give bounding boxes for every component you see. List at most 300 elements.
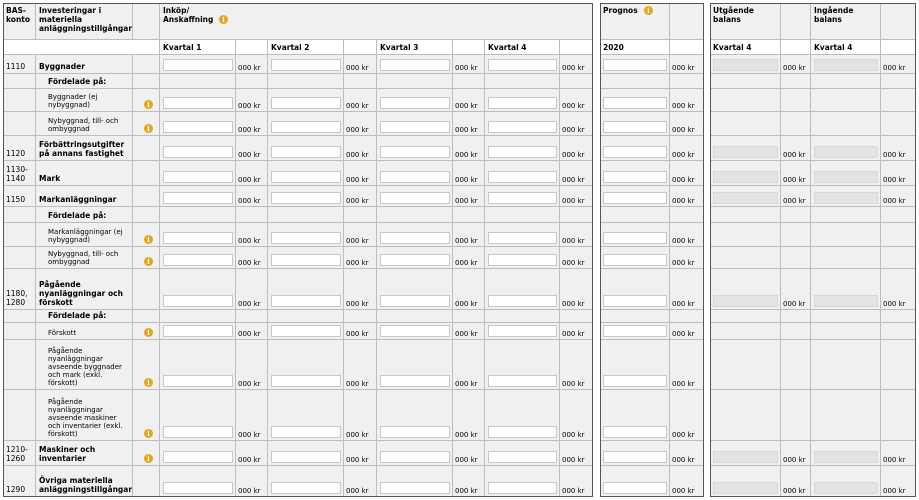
amount-input[interactable] <box>380 232 450 244</box>
value-cell <box>268 310 344 323</box>
row-label: Övriga materiella anläggningstillgångar <box>39 476 133 494</box>
amount-input[interactable] <box>163 451 233 463</box>
balance-unit-cell <box>881 74 916 89</box>
unit-label: 000 kr <box>346 102 369 110</box>
header-icon-col <box>133 3 160 40</box>
unit-label: 000 kr <box>783 151 806 159</box>
unit-label: 000 kr <box>672 300 695 308</box>
header-utgaende-unit <box>781 3 811 40</box>
konto-cell <box>3 269 36 310</box>
balance-value-cell <box>710 112 781 136</box>
unit-label: 000 kr <box>883 176 906 184</box>
balance-value-cell <box>811 310 881 323</box>
header-ingaende-unit <box>881 3 916 40</box>
header-inkop-label: Inköp/ Anskaffning <box>163 6 214 24</box>
row-label: Nybyggnad, till- och ombyggnad <box>48 117 119 133</box>
unit-label: 000 kr <box>238 330 261 338</box>
konto-cell <box>3 323 36 340</box>
unit-label: 000 kr <box>562 330 585 338</box>
amount-input[interactable] <box>271 254 341 266</box>
balance-value-cell <box>710 323 781 340</box>
amount-input[interactable] <box>163 295 233 307</box>
amount-input[interactable] <box>380 59 450 71</box>
header-kv4: Kvartal 4 <box>485 40 560 55</box>
amount-input[interactable] <box>488 59 557 71</box>
unit-label: 000 kr <box>238 380 261 388</box>
balance-unit-cell <box>881 340 916 390</box>
unit-label: 000 kr <box>346 330 369 338</box>
header2-left <box>3 40 160 55</box>
amount-input[interactable] <box>271 451 341 463</box>
amount-input[interactable] <box>380 451 450 463</box>
amount-input[interactable] <box>380 375 450 387</box>
amount-input[interactable] <box>271 97 341 109</box>
amount-input[interactable] <box>488 254 557 266</box>
unit-cell <box>560 74 593 89</box>
row-label: Mark <box>39 174 61 183</box>
amount-input[interactable] <box>603 232 667 244</box>
row-label-cell <box>36 441 133 466</box>
amount-input[interactable] <box>380 254 450 266</box>
balance-input <box>713 482 778 494</box>
unit-label: 000 kr <box>883 197 906 205</box>
row-info-icon[interactable]: i <box>144 454 153 463</box>
unit-cell <box>560 207 593 223</box>
row-info-icon[interactable]: i <box>144 328 153 337</box>
unit-label: 000 kr <box>883 456 906 464</box>
unit-label: 000 kr <box>672 151 695 159</box>
row-label-cell <box>36 161 133 186</box>
panel-border <box>600 3 704 4</box>
balance-input <box>713 451 778 463</box>
balance-input <box>814 295 878 307</box>
unit-label: 000 kr <box>455 197 478 205</box>
unit-label: 000 kr <box>672 487 695 495</box>
unit-label: 000 kr <box>883 300 906 308</box>
unit-label: 000 kr <box>346 126 369 134</box>
row-label-cell <box>36 74 133 89</box>
icon-cell <box>133 466 160 497</box>
panel-border <box>3 3 4 497</box>
panel-border <box>600 496 704 497</box>
row-info-icon[interactable]: i <box>144 429 153 438</box>
row-info-icon[interactable]: i <box>144 235 153 244</box>
unit-label: 000 kr <box>672 64 695 72</box>
balance-unit-cell <box>781 310 811 323</box>
unit-label: 000 kr <box>562 259 585 267</box>
konto-cell <box>3 186 36 207</box>
unit-label: 000 kr <box>346 176 369 184</box>
balance-value-cell <box>811 340 881 390</box>
row-info-icon[interactable]: i <box>144 257 153 266</box>
amount-input[interactable] <box>380 325 450 337</box>
balance-input <box>814 451 878 463</box>
unit-label: 000 kr <box>672 126 695 134</box>
unit-cell <box>453 310 485 323</box>
row-label: Fördelade på: <box>48 77 107 86</box>
amount-input[interactable] <box>603 325 667 337</box>
amount-input[interactable] <box>271 121 341 133</box>
konto-cell <box>3 55 36 74</box>
unit-label: 000 kr <box>883 64 906 72</box>
amount-input[interactable] <box>163 121 233 133</box>
row-label-cell <box>36 466 133 497</box>
unit-label: 000 kr <box>455 237 478 245</box>
amount-input[interactable] <box>380 121 450 133</box>
value-cell <box>600 310 670 323</box>
unit-label: 000 kr <box>562 300 585 308</box>
icon-cell <box>133 310 160 323</box>
konto-cell <box>3 223 36 247</box>
amount-input[interactable] <box>380 146 450 158</box>
balance-unit-cell <box>881 223 916 247</box>
amount-input[interactable] <box>380 482 450 494</box>
value-cell <box>268 207 344 223</box>
header-ingaende: Ingående balans <box>811 3 881 40</box>
row-label-cell <box>36 269 133 310</box>
unit-label: 000 kr <box>562 431 585 439</box>
unit-label: 000 kr <box>562 176 585 184</box>
unit-label: 000 kr <box>346 300 369 308</box>
balance-input <box>814 146 878 158</box>
value-cell <box>485 74 560 89</box>
konto-label: 1130-1140 <box>6 165 28 183</box>
header-utg-kv4: Kvartal 4 <box>710 40 781 55</box>
konto-label: 1180, 1280 <box>6 289 28 307</box>
header-kv3-unit <box>453 40 485 55</box>
unit-label: 000 kr <box>672 330 695 338</box>
panel-border <box>710 496 916 497</box>
amount-input[interactable] <box>163 482 233 494</box>
amount-input[interactable] <box>488 295 557 307</box>
panel-border <box>600 3 601 497</box>
row-label: Förskott <box>48 329 77 337</box>
unit-label: 000 kr <box>238 431 261 439</box>
balance-value-cell <box>811 112 881 136</box>
header-prognos: Prognos <box>600 3 670 40</box>
balance-value-cell <box>710 247 781 269</box>
row-label-cell <box>36 390 133 441</box>
value-cell <box>377 310 453 323</box>
amount-input[interactable] <box>271 482 341 494</box>
unit-cell <box>236 207 268 223</box>
unit-cell <box>236 74 268 89</box>
amount-input[interactable] <box>488 426 557 438</box>
row-label: Byggnader (ej nybyggnad) <box>48 93 98 109</box>
panel-border <box>592 3 593 497</box>
row-info-icon[interactable]: i <box>144 100 153 109</box>
panel-border <box>710 3 711 497</box>
amount-input[interactable] <box>271 375 341 387</box>
amount-input[interactable] <box>488 232 557 244</box>
amount-input[interactable] <box>163 426 233 438</box>
amount-input[interactable] <box>603 59 667 71</box>
header-kv2: Kvartal 2 <box>268 40 344 55</box>
amount-input[interactable] <box>163 59 233 71</box>
unit-label: 000 kr <box>783 456 806 464</box>
header-kv1: Kvartal 1 <box>160 40 236 55</box>
value-cell <box>600 207 670 223</box>
amount-input[interactable] <box>603 254 667 266</box>
unit-label: 000 kr <box>238 64 261 72</box>
amount-input[interactable] <box>271 59 341 71</box>
unit-label: 000 kr <box>562 151 585 159</box>
amount-input[interactable] <box>380 97 450 109</box>
unit-label: 000 kr <box>883 151 906 159</box>
amount-input[interactable] <box>603 121 667 133</box>
balance-unit-cell <box>881 89 916 112</box>
unit-cell <box>344 74 377 89</box>
balance-unit-cell <box>781 74 811 89</box>
row-label: Markanläggningar (ej nybyggnad) <box>48 228 123 244</box>
header-year-unit <box>670 40 704 55</box>
unit-label: 000 kr <box>455 259 478 267</box>
balance-value-cell <box>710 310 781 323</box>
konto-cell <box>3 466 36 497</box>
konto-label: 1290 <box>6 485 26 494</box>
amount-input[interactable] <box>488 121 557 133</box>
unit-cell <box>560 310 593 323</box>
unit-label: 000 kr <box>346 64 369 72</box>
konto-cell <box>3 207 36 223</box>
header-prognos-unit <box>670 3 704 40</box>
unit-label: 000 kr <box>346 380 369 388</box>
balance-unit-cell <box>781 89 811 112</box>
amount-input[interactable] <box>163 375 233 387</box>
row-label-cell <box>36 340 133 390</box>
amount-input[interactable] <box>603 375 667 387</box>
row-label-cell <box>36 223 133 247</box>
unit-label: 000 kr <box>562 456 585 464</box>
amount-input[interactable] <box>271 171 341 183</box>
unit-label: 000 kr <box>783 487 806 495</box>
balance-unit-cell <box>781 112 811 136</box>
value-cell <box>485 207 560 223</box>
header-kv2-unit <box>344 40 377 55</box>
konto-label: 1210-1260 <box>6 445 28 463</box>
konto-cell <box>3 340 36 390</box>
header-utg-unit <box>781 40 811 55</box>
unit-label: 000 kr <box>672 176 695 184</box>
investment-table <box>3 3 916 497</box>
amount-input[interactable] <box>163 232 233 244</box>
icon-cell <box>133 186 160 207</box>
row-info-icon[interactable]: i <box>144 378 153 387</box>
balance-input <box>814 171 878 183</box>
konto-label: 1150 <box>6 195 26 204</box>
row-label-cell <box>36 207 133 223</box>
konto-label: 1110 <box>6 62 26 71</box>
value-cell <box>377 207 453 223</box>
konto-cell <box>3 112 36 136</box>
row-label-cell <box>36 55 133 74</box>
konto-label: 1120 <box>6 149 26 158</box>
unit-label: 000 kr <box>238 487 261 495</box>
amount-input[interactable] <box>380 426 450 438</box>
konto-cell <box>3 74 36 89</box>
header-ing-unit <box>881 40 916 55</box>
unit-label: 000 kr <box>346 487 369 495</box>
row-info-icon[interactable]: i <box>144 124 153 133</box>
balance-value-cell <box>710 74 781 89</box>
balance-value-cell <box>710 223 781 247</box>
value-cell <box>160 74 236 89</box>
amount-input[interactable] <box>163 254 233 266</box>
konto-cell <box>3 136 36 161</box>
amount-input[interactable] <box>488 451 557 463</box>
balance-unit-cell <box>881 310 916 323</box>
balance-value-cell <box>710 89 781 112</box>
unit-label: 000 kr <box>672 259 695 267</box>
amount-input[interactable] <box>603 451 667 463</box>
balance-input <box>814 192 878 204</box>
amount-input[interactable] <box>271 325 341 337</box>
amount-input[interactable] <box>271 146 341 158</box>
row-label-cell <box>36 136 133 161</box>
konto-cell <box>3 441 36 466</box>
row-label: Markanläggningar <box>39 195 117 204</box>
unit-cell <box>344 310 377 323</box>
row-label: Förbättringsutgifter på annans fastighet <box>39 140 125 158</box>
row-label: Pågående nyanläggningar och förskott <box>39 280 123 307</box>
unit-label: 000 kr <box>455 330 478 338</box>
unit-label: 000 kr <box>562 126 585 134</box>
icon-cell <box>133 74 160 89</box>
amount-input[interactable] <box>488 97 557 109</box>
konto-cell <box>3 390 36 441</box>
unit-cell <box>453 74 485 89</box>
value-cell <box>485 310 560 323</box>
unit-cell <box>236 310 268 323</box>
amount-input[interactable] <box>603 171 667 183</box>
amount-input[interactable] <box>163 325 233 337</box>
row-label: Pågående nyanläggningar avseende byggnader och mark (exkl. förskott) <box>48 347 122 387</box>
unit-label: 000 kr <box>672 380 695 388</box>
prognos-info-icon[interactable]: i <box>644 6 653 15</box>
amount-input[interactable] <box>271 426 341 438</box>
row-label: Maskiner och inventarier <box>39 445 96 463</box>
unit-label: 000 kr <box>672 102 695 110</box>
unit-label: 000 kr <box>346 197 369 205</box>
amount-input[interactable] <box>488 375 557 387</box>
amount-input[interactable] <box>163 97 233 109</box>
konto-cell <box>3 89 36 112</box>
amount-input[interactable] <box>163 146 233 158</box>
amount-input[interactable] <box>163 171 233 183</box>
unit-label: 000 kr <box>346 456 369 464</box>
amount-input[interactable] <box>603 482 667 494</box>
amount-input[interactable] <box>163 192 233 204</box>
balance-unit-cell <box>781 390 811 441</box>
inkop-info-icon[interactable]: i <box>219 15 228 24</box>
panel-border <box>3 3 593 4</box>
header-kv3: Kvartal 3 <box>377 40 453 55</box>
balance-unit-cell <box>881 247 916 269</box>
unit-label: 000 kr <box>672 237 695 245</box>
balance-input <box>713 146 778 158</box>
unit-label: 000 kr <box>455 487 478 495</box>
amount-input[interactable] <box>271 295 341 307</box>
unit-label: 000 kr <box>672 197 695 205</box>
amount-input[interactable] <box>380 171 450 183</box>
amount-input[interactable] <box>380 295 450 307</box>
unit-label: 000 kr <box>562 197 585 205</box>
unit-label: 000 kr <box>783 197 806 205</box>
unit-label: 000 kr <box>562 64 585 72</box>
panel-gap <box>593 3 600 497</box>
panel-border <box>703 3 704 497</box>
amount-input[interactable] <box>488 171 557 183</box>
panel-border <box>710 3 916 4</box>
unit-label: 000 kr <box>346 151 369 159</box>
balance-value-cell <box>710 207 781 223</box>
header-bas-konto: BAS-konto <box>3 3 36 40</box>
icon-cell <box>133 55 160 74</box>
balance-unit-cell <box>881 112 916 136</box>
unit-label: 000 kr <box>562 487 585 495</box>
unit-label: 000 kr <box>238 197 261 205</box>
amount-input[interactable] <box>488 325 557 337</box>
header-utgaende: Utgående balans <box>710 3 781 40</box>
unit-label: 000 kr <box>455 102 478 110</box>
unit-cell <box>344 207 377 223</box>
balance-value-cell <box>710 390 781 441</box>
row-label: Nybyggnad, till- och ombyggnad <box>48 250 119 266</box>
unit-label: 000 kr <box>783 64 806 72</box>
balance-unit-cell <box>781 207 811 223</box>
value-cell <box>268 74 344 89</box>
amount-input[interactable] <box>271 192 341 204</box>
amount-input[interactable] <box>380 192 450 204</box>
amount-input[interactable] <box>603 192 667 204</box>
row-label: Fördelade på: <box>48 211 107 220</box>
unit-label: 000 kr <box>455 431 478 439</box>
amount-input[interactable] <box>271 232 341 244</box>
amount-input[interactable] <box>488 192 557 204</box>
unit-label: 000 kr <box>883 487 906 495</box>
icon-cell <box>133 136 160 161</box>
unit-label: 000 kr <box>346 259 369 267</box>
unit-label: 000 kr <box>562 380 585 388</box>
row-label-cell <box>36 186 133 207</box>
icon-cell <box>133 161 160 186</box>
unit-label: 000 kr <box>455 151 478 159</box>
amount-input[interactable] <box>603 426 667 438</box>
unit-label: 000 kr <box>455 380 478 388</box>
balance-input <box>713 192 778 204</box>
header-year: 2020 <box>600 40 670 55</box>
unit-label: 000 kr <box>672 456 695 464</box>
amount-input[interactable] <box>603 97 667 109</box>
row-label-cell <box>36 89 133 112</box>
balance-value-cell <box>811 323 881 340</box>
amount-input[interactable] <box>488 146 557 158</box>
row-label-cell <box>36 323 133 340</box>
amount-input[interactable] <box>488 482 557 494</box>
amount-input[interactable] <box>603 146 667 158</box>
icon-cell <box>133 269 160 310</box>
value-cell <box>377 74 453 89</box>
amount-input[interactable] <box>603 295 667 307</box>
balance-unit-cell <box>881 323 916 340</box>
balance-input <box>713 171 778 183</box>
unit-label: 000 kr <box>455 456 478 464</box>
balance-value-cell <box>811 247 881 269</box>
panel-border <box>915 3 916 497</box>
unit-label: 000 kr <box>562 102 585 110</box>
unit-label: 000 kr <box>238 151 261 159</box>
konto-cell <box>3 310 36 323</box>
